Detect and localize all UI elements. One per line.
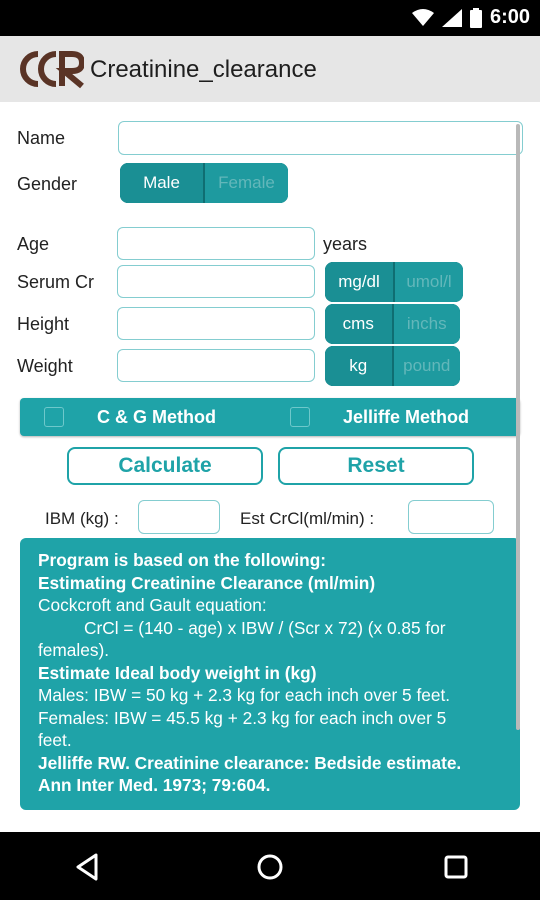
ibm-output xyxy=(138,500,220,534)
height-label: Height xyxy=(17,314,70,334)
info-line: females). xyxy=(38,640,110,660)
info-line: Program is based on the following: xyxy=(38,550,327,570)
weight-unit-toggle[interactable] xyxy=(325,346,460,386)
wifi-icon xyxy=(412,9,434,27)
info-line: feet. xyxy=(38,730,72,750)
cg-method-label[interactable]: C & G Method xyxy=(97,407,216,427)
weight-label: Weight xyxy=(17,356,73,376)
recents-button[interactable] xyxy=(439,850,473,884)
app-logo xyxy=(16,48,84,90)
home-button[interactable] xyxy=(253,850,287,884)
crcl-label: Est CrCl(ml/min) : xyxy=(240,509,375,528)
back-button[interactable] xyxy=(70,850,104,884)
gender-toggle[interactable] xyxy=(120,163,288,203)
status-bar xyxy=(0,0,540,36)
status-icons xyxy=(412,6,530,29)
recents-icon xyxy=(443,854,469,880)
app-title: Creatinine_clearance xyxy=(90,56,317,83)
height-unit-cms[interactable]: cms xyxy=(325,304,394,344)
info-line: Females: IBW = 45.5 kg + 2.3 kg for each inch over 5 xyxy=(38,707,447,728)
status-time: 6:00 xyxy=(489,6,530,28)
nav-bar xyxy=(0,832,540,900)
reset-button[interactable]: Reset xyxy=(278,447,474,485)
height-unit-toggle[interactable] xyxy=(325,304,460,344)
method-bar xyxy=(20,398,520,436)
app-bar xyxy=(0,36,540,102)
info-box xyxy=(20,538,520,810)
info-line: Cockcroft and Gault equation: xyxy=(38,595,267,615)
serum-unit-toggle[interactable] xyxy=(325,262,463,302)
gender-female-option[interactable]: Female xyxy=(205,163,288,203)
jelliffe-method-label[interactable]: Jelliffe Method xyxy=(343,407,470,427)
name-input[interactable] xyxy=(118,121,523,155)
crcl-output xyxy=(408,500,494,534)
cg-method-checkbox[interactable] xyxy=(44,407,64,427)
battery-icon xyxy=(470,8,482,28)
info-line: CrCl = (140 - age) x IBW / (Scr x 72) (x 0.85 for xyxy=(84,617,446,638)
age-label: Age xyxy=(17,234,50,254)
info-line: Estimate Ideal body weight in (kg) xyxy=(38,662,317,683)
info-line: Males: IBW = 50 kg + 2.3 kg for each inch over 5 feet. xyxy=(38,685,451,705)
serum-unit-umol[interactable]: umol/l xyxy=(395,262,463,302)
home-icon xyxy=(256,853,284,881)
name-label: Name xyxy=(17,128,66,148)
serum-label: Serum Cr xyxy=(17,272,95,292)
scrollbar[interactable] xyxy=(516,124,520,730)
age-input[interactable] xyxy=(117,227,315,260)
jelliffe-method-checkbox[interactable] xyxy=(290,407,310,427)
height-input[interactable] xyxy=(117,307,315,340)
signal-icon xyxy=(442,9,462,27)
ibm-label: IBM (kg) : xyxy=(45,509,119,528)
calculate-button[interactable]: Calculate xyxy=(67,447,263,485)
info-text xyxy=(38,549,508,797)
info-line: Estimating Creatinine Clearance (ml/min) xyxy=(38,572,376,593)
serum-input[interactable] xyxy=(117,265,315,298)
info-line: Jelliffe RW. Creatinine clearance: Bedside estimate. xyxy=(38,752,462,773)
age-unit: years xyxy=(323,234,368,254)
gender-male-option[interactable]: Male xyxy=(120,163,205,203)
weight-unit-pound[interactable]: pound xyxy=(394,346,461,386)
info-line: Ann Inter Med. 1973; 79:604. xyxy=(38,775,271,795)
weight-unit-kg[interactable]: kg xyxy=(325,346,394,386)
serum-unit-mgdl[interactable]: mg/dl xyxy=(325,262,395,302)
back-icon xyxy=(74,853,100,881)
weight-input[interactable] xyxy=(117,349,315,382)
height-unit-inchs[interactable]: inchs xyxy=(394,304,461,344)
gender-label: Gender xyxy=(17,174,78,194)
